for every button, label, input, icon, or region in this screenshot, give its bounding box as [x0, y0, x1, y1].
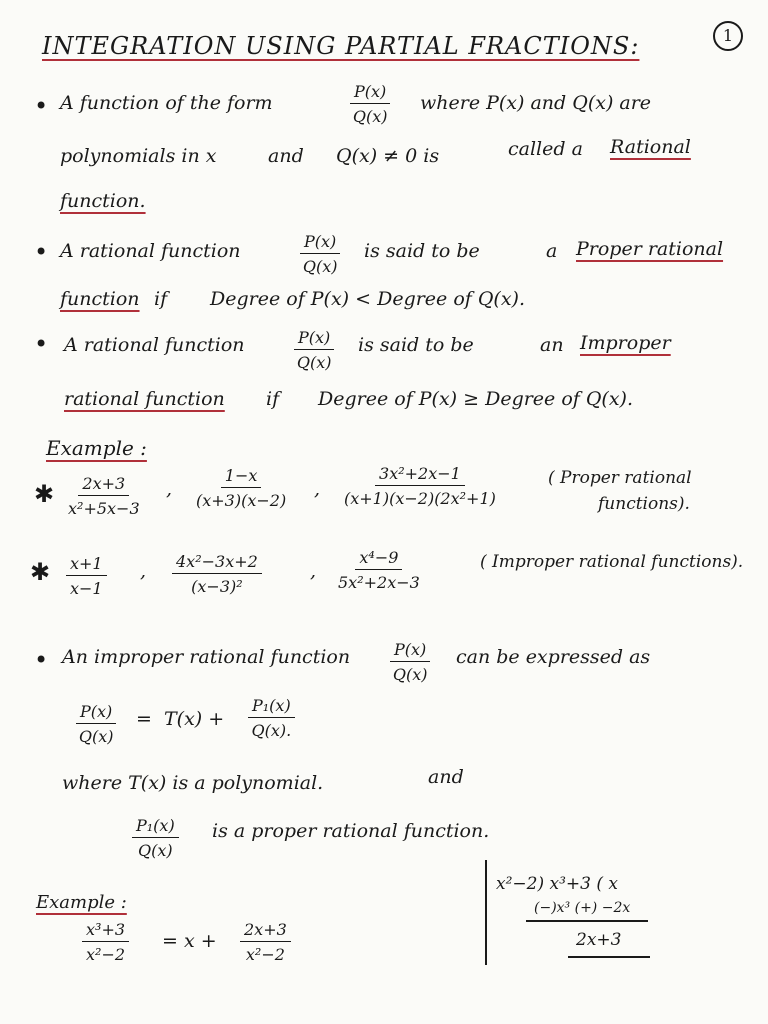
fraction-denominator: Q(x): [78, 727, 114, 746]
star-icon: ✱: [30, 558, 51, 586]
def3-an: an: [540, 334, 564, 356]
fraction-numerator: x³+3: [82, 920, 129, 942]
fraction-numerator: 2x+3: [78, 474, 129, 496]
fraction-numerator: 2x+3: [240, 920, 291, 942]
bullet-icon: •: [34, 646, 49, 674]
fraction-denominator: Q(x).: [251, 721, 292, 740]
def2-fraction: [300, 232, 340, 276]
term-proper-rational: Proper rational: [576, 238, 724, 260]
def3-mid: is said to be: [358, 334, 474, 356]
division-subtract-line: (−)x³ (+) −2x: [534, 900, 631, 916]
final-rhs-fraction: [240, 920, 291, 964]
def1-line2d: called a: [508, 138, 583, 160]
division-margin-line: [485, 860, 487, 965]
fraction-numerator: x⁴−9: [355, 548, 402, 570]
def1-line2b: and: [268, 145, 304, 167]
rhs-fraction: [248, 696, 295, 740]
fraction-numerator: P(x): [300, 232, 340, 254]
division-divisor-line: x²−2) x³+3 ( x: [496, 874, 618, 894]
term-improper: Improper: [580, 332, 671, 354]
division-remainder: 2x+3: [576, 930, 622, 950]
page-number: 1: [713, 21, 743, 51]
and-word: and: [428, 766, 464, 788]
fraction-denominator: Q(x): [296, 353, 332, 372]
def1-fraction: [350, 82, 390, 126]
fraction-denominator: x−1: [70, 579, 103, 598]
proper-example-2: [196, 466, 286, 510]
fraction-denominator: x²−2: [245, 945, 285, 964]
fraction-denominator: (x+1)(x−2)(2x²+1): [344, 489, 496, 508]
def2-lead: A rational function: [60, 240, 241, 262]
term-function: function.: [60, 190, 146, 212]
fraction-numerator: P₁(x): [248, 696, 295, 718]
fraction-denominator: 5x²+2x−3: [338, 573, 420, 592]
fraction-denominator: Q(x): [302, 257, 338, 276]
fraction-numerator: 4x²−3x+2: [172, 552, 262, 574]
fraction-denominator: x²+5x−3: [68, 499, 140, 518]
page-title: INTEGRATION USING PARTIAL FRACTIONS:: [42, 32, 640, 60]
term-function-2: function: [60, 288, 140, 310]
def1-line1a: A function of the form: [60, 92, 273, 114]
improper-note: ( Improper rational functions).: [480, 552, 744, 572]
def1-line1b: where P(x) and Q(x) are: [420, 92, 652, 114]
proper-note-line1: ( Proper rational: [548, 468, 692, 488]
fraction-denominator: Q(x): [392, 665, 428, 684]
p1-fraction: [132, 816, 179, 860]
def1-line2a: polynomials in x: [60, 145, 217, 167]
proper-example-1: [68, 474, 140, 518]
def2-a: a: [546, 240, 558, 262]
term-rational: Rational: [610, 136, 691, 158]
fraction-numerator: P₁(x): [132, 816, 179, 838]
improper-example-1: [66, 554, 107, 598]
def2-condition: Degree of P(x) < Degree of Q(x).: [210, 288, 526, 310]
examples-heading: Example :: [46, 436, 147, 460]
separator-comma: ,: [166, 478, 173, 500]
separator-comma: ,: [140, 560, 147, 582]
improper-example-2: [172, 552, 262, 596]
proper-example-3: [344, 464, 496, 508]
bullet-icon: •: [34, 238, 49, 266]
def3-if: if: [266, 388, 280, 410]
def3-fraction: [294, 328, 334, 372]
fraction-numerator: P(x): [294, 328, 334, 350]
fraction-numerator: P(x): [350, 82, 390, 104]
division-rule: [526, 920, 648, 922]
final-equals: = x +: [162, 930, 217, 952]
def2-mid: is said to be: [364, 240, 480, 262]
fraction-numerator: P(x): [76, 702, 116, 724]
fraction-denominator: (x−3)²: [191, 577, 243, 596]
equals-sign: =: [136, 708, 152, 730]
star-icon: ✱: [34, 480, 55, 508]
fraction-denominator: (x+3)(x−2): [196, 491, 287, 510]
t-part: T(x) +: [164, 708, 225, 730]
final-example-heading: Example :: [36, 892, 127, 913]
fraction-denominator: x²−2: [86, 945, 126, 964]
p1-text: is a proper rational function.: [212, 820, 490, 842]
fraction-denominator: Q(x): [138, 841, 173, 860]
fraction-numerator: 3x²+2x−1: [375, 464, 465, 486]
improper-lead: An improper rational function: [62, 646, 351, 668]
def1-line2c: Q(x) ≠ 0 is: [336, 145, 440, 167]
separator-comma: ,: [314, 478, 321, 500]
fraction-numerator: 1−x: [221, 466, 262, 488]
division-rule: [568, 956, 650, 958]
fraction-numerator: P(x): [390, 640, 430, 662]
improper-tail: can be expressed as: [456, 646, 651, 668]
bullet-icon: •: [34, 330, 49, 358]
def3-lead: A rational function: [64, 334, 245, 356]
def2-if: if: [154, 288, 168, 310]
separator-comma: ,: [310, 560, 317, 582]
improper-example-3: [338, 548, 420, 592]
final-lhs-fraction: [82, 920, 129, 964]
bullet-icon: •: [34, 92, 49, 120]
improper-fraction: [390, 640, 430, 684]
proper-note-line2: functions).: [598, 494, 690, 514]
fraction-denominator: Q(x): [352, 107, 388, 126]
term-rational-function: rational function: [64, 388, 225, 410]
where-line: where T(x) is a polynomial.: [62, 772, 324, 794]
fraction-numerator: x+1: [66, 554, 107, 576]
def3-condition: Degree of P(x) ≥ Degree of Q(x).: [318, 388, 634, 410]
lhs-fraction: [76, 702, 116, 746]
